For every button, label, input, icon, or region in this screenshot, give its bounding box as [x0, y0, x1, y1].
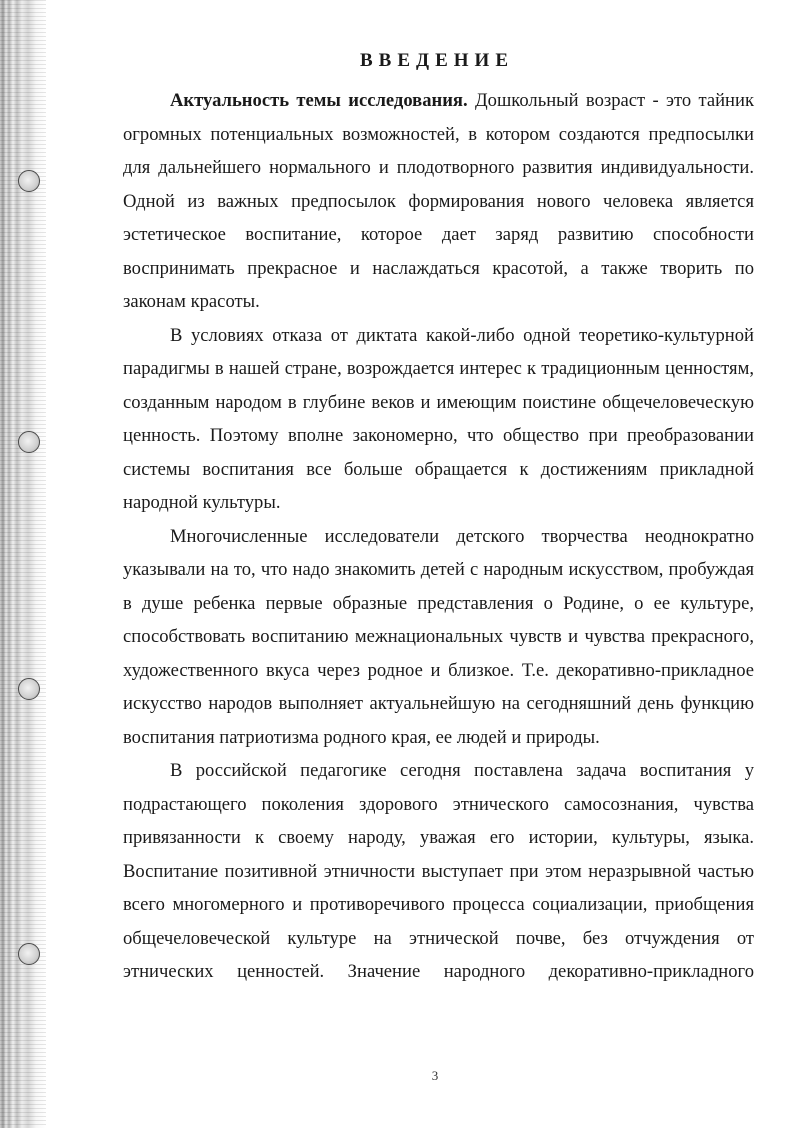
binding-hole: [18, 431, 40, 453]
binding-hole: [18, 678, 40, 700]
paragraph: Многочисленные исследователи детского творчества неоднократно указывали на то, что надо знакомить детей с народным искусством, пробуждая в душе ребенка первые образные представления о Родине, о ее культуре, способствовать воспитанию межнациональных чувств и чувства прекрасного, художественного вкуса через родное и близкое. Т.е. декоративно-прикладное искусство народов выполняет актуальнейшую на сегодняшний день функцию воспитания патриотизма родного края, ее людей и природы.: [123, 525, 754, 748]
paragraph-text: Дошкольный возраст - это тайник огромных потенциальных возможностей, в котором создаются предпосылки для дальнейшего нормального и плодотворного развития индивидуальности. Одной из важных предпосылок формирования нового человека является эстетическое воспитание, которое дает заряд развитию способности воспринимать прекрасное и наслаждаться красотой, а также творить по законам красоты.: [123, 90, 754, 312]
binding-hole: [18, 943, 40, 965]
page-title: ВВЕДЕНИЕ: [360, 50, 514, 71]
paragraph-lead: Актуальность темы исследования.: [170, 90, 468, 111]
page-number: 3: [431, 1068, 439, 1083]
paragraph: [123, 84, 754, 319]
paragraph: В российской педагогике сегодня поставлена задача воспитания у подрастающего поколения здорового этнического самосознания, чувства привязанности к своему народу, уважая его истории, культуры, языка. Воспитание позитивной этничности выступает при этом неразрывной частью всего многомерного и противоречивого процесса социализации, приобщения общечеловеческой культуре на этнической почве, без отчуждения от этнических ценностей. Значение народного декоративно-прикладного: [123, 760, 754, 982]
binding-hole: [18, 170, 40, 192]
paragraph: В условиях отказа от диктата какой-либо одной теоретико-культурной парадигмы в нашей стране, возрождается интерес к традиционным ценностям, созданным народом в глубине веков и имеющим поистине общечеловеческую ценность. Поэтому вполне закономерно, что общество при преобразовании системы воспитания все больше обращается к достижениям прикладной народной культуры.: [123, 324, 754, 513]
body-text: [123, 84, 754, 989]
